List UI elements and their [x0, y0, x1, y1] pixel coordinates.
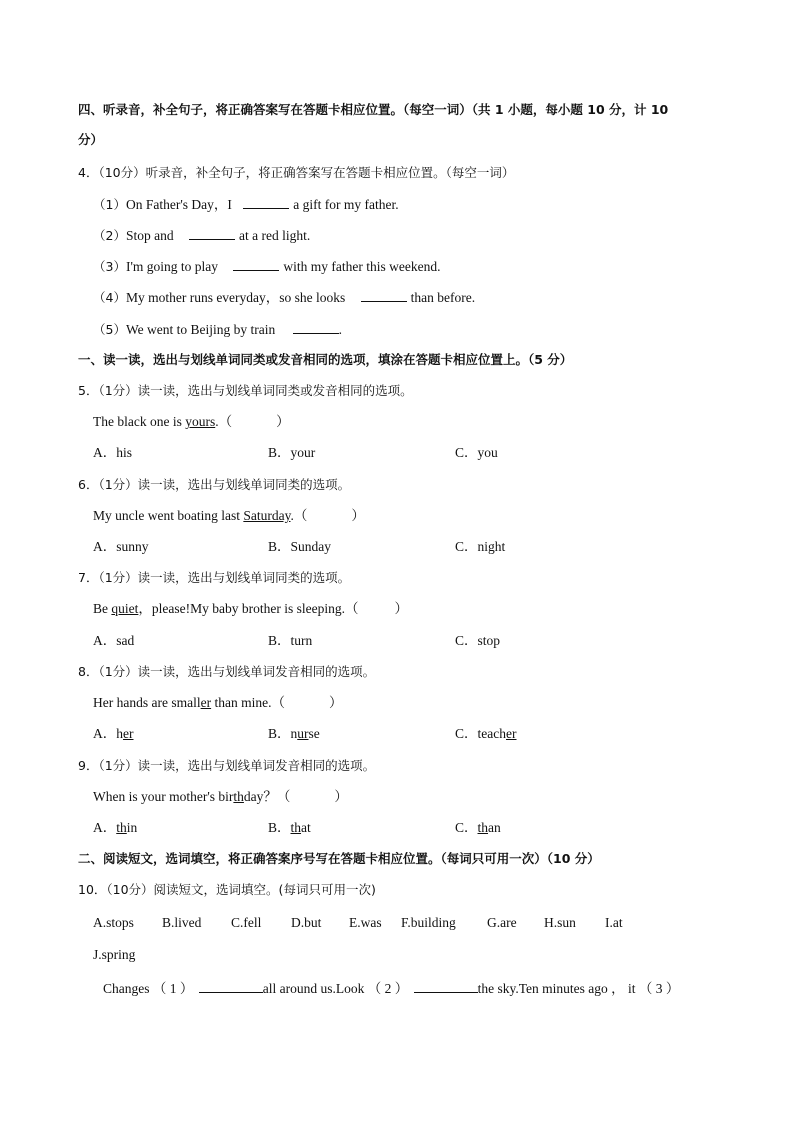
item-text-before: We went to Beijing by train [125, 322, 276, 337]
word-bank-item: E.was [349, 915, 382, 930]
item-number: （3） [93, 259, 126, 274]
option-a[interactable]: A．his [93, 445, 133, 460]
word-bank-item: A.stops [93, 915, 134, 930]
question-8-stem: 8．（1分）读一读，选出与划线单词发音相同的选项。 [78, 664, 376, 679]
answer-blank[interactable] [233, 258, 279, 271]
item-text-before: My mother runs everyday，so she looks [125, 290, 346, 305]
question-6-stem: 6．（1分）读一读，选出与划线单词同类的选项。 [78, 477, 351, 492]
option-a[interactable]: A．thin [93, 820, 138, 835]
question-8-sentence: Her hands are smaller than mine.（ ） [93, 695, 343, 710]
section-four-heading-line1: 四、听录音，补全句子，将正确答案写在答题卡相应位置。（每空一词）（共 1 小题，每小题 10 分，计 10 [78, 102, 669, 117]
item-number: （5） [93, 322, 126, 337]
passage-blank-2[interactable] [414, 980, 478, 993]
underlined-word: th [233, 789, 244, 804]
item-text-before: On Father's Day，I [125, 197, 232, 212]
answer-blank[interactable] [189, 227, 235, 240]
word-bank-item: H.sun [544, 915, 576, 930]
item-text-after: at a red light. [238, 228, 311, 243]
answer-blank[interactable] [243, 196, 289, 209]
passage-blank-1[interactable] [199, 980, 263, 993]
underlined-word: Saturday [243, 508, 291, 523]
fill-item-1 [93, 196, 399, 213]
option-c[interactable]: C．teacher [455, 726, 517, 741]
answer-blank[interactable] [293, 321, 339, 334]
underlined-word: quiet [111, 601, 139, 616]
question-4-stem: 4．（10分）听录音，补全句子，将正确答案写在答题卡相应位置。（每空一词） [78, 165, 515, 180]
option-b[interactable]: B．nurse [268, 726, 320, 741]
underlined-word: er [200, 695, 212, 710]
question-9-stem: 9．（1分）读一读，选出与划线单词发音相同的选项。 [78, 758, 376, 773]
word-bank-item: B.lived [162, 915, 202, 930]
item-text-after: with my father this weekend. [283, 259, 441, 274]
fill-item-5 [93, 321, 342, 338]
option-a[interactable]: A．sad [93, 633, 135, 648]
section-four-heading-line2: 分） [78, 132, 104, 147]
item-number: （4） [93, 290, 126, 305]
question-5-stem: 5．（1分）读一读，选出与划线单词同类或发音相同的选项。 [78, 383, 413, 398]
item-text-before: I'm going to play [125, 259, 219, 274]
option-c[interactable]: C．stop [455, 633, 501, 648]
item-text-after: . [338, 322, 342, 337]
answer-blank[interactable] [361, 289, 407, 302]
item-number: （2） [93, 228, 126, 243]
item-text-after: a gift for my father. [293, 197, 399, 212]
word-bank-item: D.but [291, 915, 322, 930]
option-b[interactable]: B．that [268, 820, 311, 835]
question-9-sentence: When is your mother's birthday？（ ） [93, 789, 348, 804]
word-bank-item: G.are [487, 915, 517, 930]
section-two-heading: 二、阅读短文，选词填空，将正确答案序号写在答题卡相应位置。（每词只可用一次）（10 分） [78, 851, 600, 866]
option-a[interactable]: A．her [93, 726, 134, 741]
item-number: （1） [93, 197, 126, 212]
fill-item-4 [93, 289, 475, 306]
item-text-after: than before. [410, 290, 476, 305]
section-one-heading: 一、读一读，选出与划线单词同类或发音相同的选项，填涂在答题卡相应位置上。（5 分） [78, 352, 573, 367]
option-c[interactable]: C．than [455, 820, 501, 835]
fill-item-2 [93, 227, 310, 244]
question-7-sentence: Be quiet，please!My baby brother is sleeping.（ ） [93, 601, 408, 616]
word-bank-item: I.at [605, 915, 623, 930]
option-b[interactable]: B．Sunday [268, 539, 332, 554]
word-bank-item: J.spring [93, 947, 136, 962]
question-10-stem: 10．（10分）阅读短文，选词填空。(每词只可用一次) [78, 882, 376, 897]
option-b[interactable]: B．turn [268, 633, 313, 648]
question-7-stem: 7．（1分）读一读，选出与划线单词同类的选项。 [78, 570, 351, 585]
word-bank-item: C.fell [231, 915, 262, 930]
question-6-sentence: My uncle went boating last Saturday.（ ） [93, 508, 365, 523]
word-bank-item: F.building [401, 915, 456, 930]
option-c[interactable]: C．you [455, 445, 498, 460]
fill-item-3 [93, 258, 440, 275]
passage-line: Changes （ 1 ） all around us.Look （ 2 ） the sky.Ten minutes ago ， it （ 3 ） [103, 981, 680, 996]
underlined-word: yours [185, 414, 216, 429]
option-a[interactable]: A．sunny [93, 539, 149, 554]
item-text-before: Stop and [125, 228, 174, 243]
question-5-sentence: The black one is yours.（ ） [93, 414, 290, 429]
option-c[interactable]: C．night [455, 539, 506, 554]
option-b[interactable]: B．your [268, 445, 316, 460]
